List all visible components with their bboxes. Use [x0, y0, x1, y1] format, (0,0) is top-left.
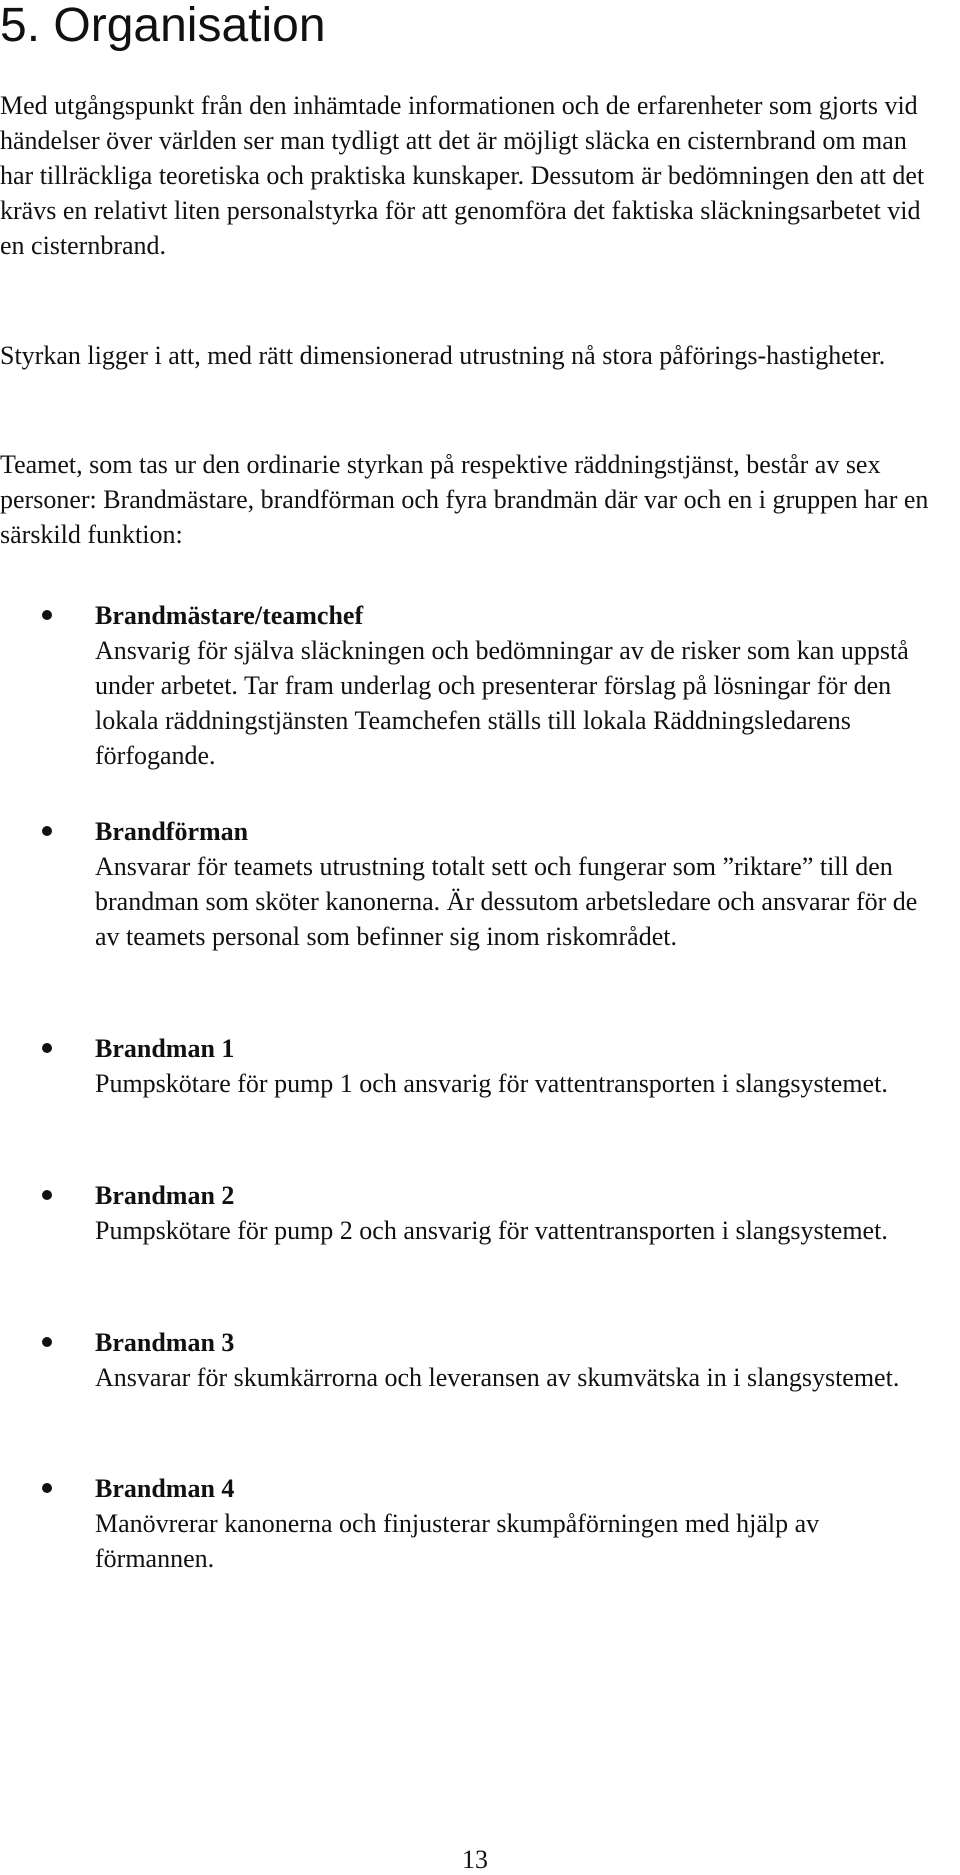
role-title: Brandman 1: [95, 1034, 235, 1063]
role-description: Ansvarar för teamets utrustning totalt sett och fungerar som ”riktare” till den brandman som sköter kanonerna. Är dessutom arbetsledare och ansvarar för de av teamets personal som befinner sig inom riskområdet.: [95, 852, 918, 951]
role-description: Pumpskötare för pump 2 och ansvarig för vattentransporten i slangsystemet.: [95, 1216, 888, 1245]
capacity-paragraph: Styrkan ligger i att, med rätt dimensionerad utrustning nå stora påförings-hastigheter.: [0, 341, 886, 370]
bullet-icon: [42, 1043, 52, 1053]
bullet-icon: [42, 1483, 52, 1493]
role-description: Ansvarar för skumkärrorna och leveransen av skumvätska in i slangsystemet.: [95, 1363, 900, 1392]
bullet-icon: [42, 610, 52, 620]
bullet-icon: [42, 826, 52, 836]
role-description: Pumpskötare för pump 1 och ansvarig för vattentransporten i slangsystemet.: [95, 1069, 888, 1098]
role-description: Ansvarig för själva släckningen och bedömningar av de risker som kan uppstå under arbetet. Tar fram underlag och presenterar förslag på lösningar för den lokala räddningstjänsten Teamchefen ställs till lokala Räddningsledarens förfogande.: [95, 636, 909, 770]
role-title: Brandman 4: [95, 1474, 235, 1503]
team-paragraph: Teamet, som tas ur den ordinarie styrkan på respektive räddningstjänst, består av sex personer: Brandmästare, brandförman och fyra brandmän där var och en i gruppen har en särskild funktion:: [0, 450, 929, 549]
role-description: Manövrerar kanonerna och finjusterar skumpåförningen med hjälp av förmannen.: [95, 1509, 820, 1573]
bullet-icon: [42, 1337, 52, 1347]
page-number: 13: [462, 1845, 488, 1874]
bullet-icon: [42, 1190, 52, 1200]
role-title: Brandförman: [95, 817, 249, 846]
role-title: Brandman 2: [95, 1181, 235, 1210]
intro-paragraph: Med utgångspunkt från den inhämtade informationen och de erfarenheter som gjorts vid händelser över världen ser man tydligt att det är möjligt släcka en cisternbrand om man har tillräckliga teoretiska och praktiska kunskaper. Dessutom är bedömningen den att det krävs en relativt liten personalstyrka för att genomföra det faktiska släckningsarbetet vid en cisternbrand.: [0, 91, 925, 260]
role-title: Brandman 3: [95, 1328, 235, 1357]
section-heading: 5. Organisation: [0, 0, 326, 52]
role-title: Brandmästare/teamchef: [95, 601, 364, 630]
